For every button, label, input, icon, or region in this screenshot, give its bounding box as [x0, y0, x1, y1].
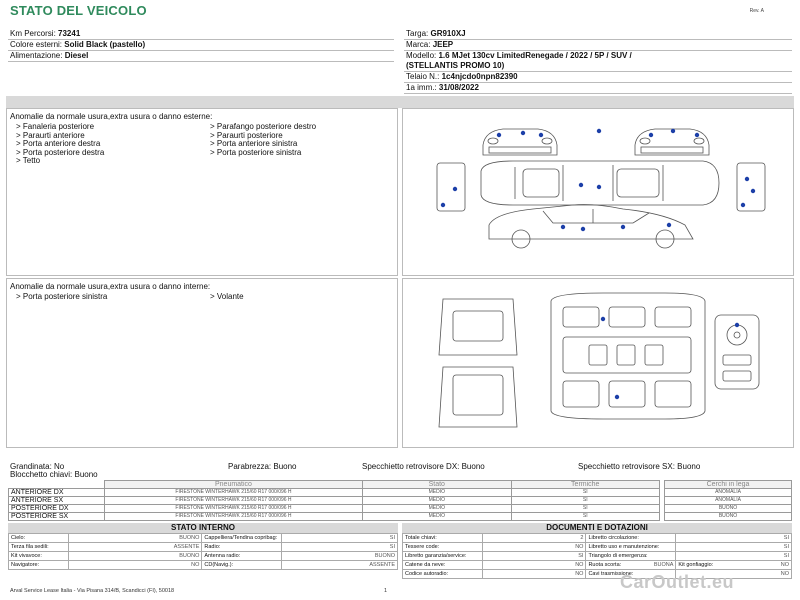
damage-marker [695, 133, 699, 137]
grid-label [676, 561, 792, 570]
tire-thermal: SI [511, 497, 660, 505]
grid-value: 2 [482, 534, 586, 543]
internal-damage-panel [6, 278, 398, 448]
steering-wheel-icon [727, 325, 747, 345]
damage-marker [453, 187, 457, 191]
tires-header-row [9, 481, 660, 489]
mirror-dx-status: Specchietto retrovisore DX: Buono [362, 462, 485, 471]
inflation-kit-label: Kit gonfiaggio: [678, 562, 714, 568]
damage-item: > Porta posteriore sinistra [210, 147, 302, 157]
grid-value: NO [482, 561, 586, 570]
car-front-view [483, 129, 557, 155]
damage-item: > Parafango posteriore destro [210, 122, 317, 131]
damage-marker [497, 133, 501, 137]
grid-label: Antenna radio: [202, 552, 282, 561]
damage-item: > Tetto [16, 156, 41, 165]
damage-marker [441, 203, 445, 207]
fuel-value: Diesel [64, 51, 89, 60]
grid-label: Libretto garanzia/service: [403, 552, 483, 561]
grid-label: Tessere code: [403, 543, 483, 552]
model-label: Modello: [406, 51, 437, 60]
rims-table [664, 480, 792, 521]
inflation-kit-value: NO [780, 562, 789, 568]
documents-title: DOCUMENTI E DOTAZIONI [402, 523, 792, 533]
color-label: Colore esterni: [10, 40, 63, 49]
tire-model: FIRESTONE WINTERHAWK 215/60 R17 000/096 H [104, 513, 362, 521]
table-row [665, 513, 792, 521]
grid-value: SI [282, 534, 398, 543]
model-value: 1.6 MJet 130cv LimitedRenegade / 2022 / 5P / SUV / [438, 51, 632, 60]
table-row [9, 505, 660, 513]
tire-thermal: SI [511, 505, 660, 513]
tire-position: ANTERIORE DX [9, 489, 105, 497]
damage-marker [745, 177, 749, 181]
page-number: 1 [384, 588, 388, 594]
grid-value: NO [482, 570, 586, 579]
divider [404, 39, 792, 40]
car-exterior-diagram [403, 109, 795, 277]
damage-item: > Porta anteriore sinistra [210, 139, 298, 148]
rims-header: Cerchi in lega [665, 481, 792, 489]
grid-value: NO [482, 543, 586, 552]
internal-damage-list-2 [210, 293, 244, 302]
grid-label: Libretto circolazione: [586, 534, 676, 543]
internal-damage-heading: Anomalie da normale usura,extra usura o danno interne: [10, 282, 211, 291]
rim-state: ANOMALIA [665, 497, 792, 505]
table-row [9, 497, 660, 505]
tire-state: MEDIO [363, 513, 511, 521]
grid-label: Triangolo di emergenza: [586, 552, 676, 561]
external-damage-list-2 [210, 123, 316, 157]
key-lock-status: Blocchetto chiavi: Buono [10, 470, 98, 479]
damage-marker [615, 395, 619, 399]
table-row [9, 513, 660, 521]
grid-label [586, 561, 676, 570]
color-value: Solid Black (pastello) [64, 40, 146, 49]
grid-label: Totale chiavi: [403, 534, 483, 543]
grid-value: SI [676, 552, 792, 561]
damage-item: > Porta posteriore sinistra [16, 292, 108, 301]
table-row [403, 561, 792, 570]
table-row [403, 534, 792, 543]
external-diagram-panel [402, 108, 794, 276]
table-row [9, 543, 398, 552]
external-damage-heading: Anomalie da normale usura,extra usura o danno esterne: [10, 112, 213, 121]
internal-diagram-panel [402, 278, 794, 448]
km-value: 73241 [58, 29, 81, 38]
table-row [403, 552, 792, 561]
grid-value: BUONO [68, 534, 202, 543]
damage-marker [561, 225, 565, 229]
grid-label: Catene da neve: [403, 561, 483, 570]
plate-line [406, 28, 466, 39]
damage-marker [751, 189, 755, 193]
footer-company: Arval Service Lease Italia - Via Pisana 314/B, Scandicci (FI), 50018 [10, 588, 175, 594]
section-band [6, 96, 794, 108]
tires-table [8, 480, 660, 521]
grid-value: ASSENTE [68, 543, 202, 552]
damage-marker [671, 129, 675, 133]
grid-label: Cavi trasmissione: [586, 570, 676, 579]
plate-value: GR910XJ [430, 29, 466, 38]
registration-label: 1a imm.: [406, 83, 437, 92]
table-row [665, 505, 792, 513]
km-label: Km Percorsi: [10, 29, 56, 38]
chassis-value: 1c4njcdo0npn82390 [441, 72, 518, 81]
km-line [10, 28, 80, 39]
table-row [403, 543, 792, 552]
internal-state-table [8, 533, 398, 570]
grid-value: BUONO [282, 552, 398, 561]
damage-item: > Porta anteriore destra [16, 139, 101, 148]
car-interior-diagram [403, 279, 795, 449]
grid-label: CD(Navig.): [202, 561, 282, 570]
hail-status: Grandinata: No [10, 462, 65, 471]
watermark-logo: CarOutlet.eu [620, 572, 735, 592]
make-line [406, 39, 453, 50]
tire-position: POSTERIORE SX [9, 513, 105, 521]
damage-marker [621, 225, 625, 229]
tire-model: FIRESTONE WINTERHAWK 215/60 R17 000/096 H [104, 505, 362, 513]
door-panel-view [439, 367, 517, 427]
tire-position: POSTERIORE DX [9, 505, 105, 513]
table-row [665, 497, 792, 505]
fuel-line [10, 50, 88, 61]
rim-state: ANOMALIA [665, 489, 792, 497]
spare-wheel-value: BUONA [653, 562, 674, 568]
damage-marker [597, 185, 601, 189]
tires-header-tire: Pneumatico [104, 481, 362, 489]
page-title: STATO DEL VEICOLO [10, 3, 147, 18]
grid-label: Libretto uso e manutenzione: [586, 543, 676, 552]
table-row [9, 561, 398, 570]
rim-state: BUONO [665, 505, 792, 513]
grid-label: Navigatore: [9, 561, 69, 570]
damage-item: > Porta posteriore destra [16, 147, 105, 157]
damage-marker [649, 133, 653, 137]
tire-thermal: SI [511, 513, 660, 521]
trunk-view [439, 299, 517, 355]
tire-model: FIRESTONE WINTERHAWK 215/60 R17 000/096 H [104, 497, 362, 505]
grid-label: Terza fila sedili: [9, 543, 69, 552]
grid-value: NO [676, 570, 792, 579]
grid-value: SI [282, 543, 398, 552]
grid-value: SI [676, 543, 792, 552]
make-label: Marca: [406, 40, 431, 49]
car-top-view [481, 161, 719, 205]
damage-marker [581, 227, 585, 231]
damage-item: > Volante [210, 292, 244, 301]
grid-value: ASSENTE [282, 561, 398, 570]
spare-wheel-label: Ruota scorta: [588, 562, 622, 568]
damage-marker [667, 223, 671, 227]
cabin-top-view [551, 293, 705, 419]
damage-marker [601, 317, 605, 321]
grid-label: Cielo: [9, 534, 69, 543]
tire-thermal: SI [511, 489, 660, 497]
table-row [9, 552, 398, 561]
grid-value: BUONO [68, 552, 202, 561]
damage-marker [597, 129, 601, 133]
tire-state: MEDIO [363, 505, 511, 513]
divider [404, 93, 792, 94]
damage-item: > Fanaleria posteriore [16, 122, 95, 131]
grid-value: SI [676, 534, 792, 543]
grid-value: SI [482, 552, 586, 561]
model-line-2 [406, 60, 504, 71]
external-damage-list-1 [16, 123, 104, 166]
windshield-status: Parabrezza: Buono [228, 462, 297, 471]
plate-label: Targa: [406, 29, 429, 38]
grid-label: Codice autoradio: [403, 570, 483, 579]
tire-model: FIRESTONE WINTERHAWK 215/60 R17 000/096 H [104, 489, 362, 497]
color-line [10, 39, 145, 50]
model-value-2: (STELLANTIS PROMO 10) [406, 61, 505, 70]
damage-item: > Paraurti posteriore [210, 130, 283, 140]
divider [8, 61, 394, 62]
internal-state-title: STATO INTERNO [8, 523, 398, 533]
damage-marker [521, 131, 525, 135]
grid-value: NO [68, 561, 202, 570]
tire-state: MEDIO [363, 497, 511, 505]
damage-marker [579, 183, 583, 187]
damage-item: > Paraurti anteriore [16, 130, 85, 140]
revision-label: Rev. A [749, 8, 764, 14]
damage-marker [539, 133, 543, 137]
tire-position: ANTERIORE SX [9, 497, 105, 505]
grid-label: Radio: [202, 543, 282, 552]
registration-line [406, 82, 479, 93]
rim-state: BUONO [665, 513, 792, 521]
grid-label: Cappelliera/Tendina copribag: [202, 534, 282, 543]
table-row [665, 489, 792, 497]
tire-state: MEDIO [363, 489, 511, 497]
internal-damage-list-1 [16, 293, 107, 302]
damage-marker [741, 203, 745, 207]
make-value: JEEP [432, 40, 454, 49]
grid-label: Kit vivavoce: [9, 552, 69, 561]
damage-marker [735, 323, 739, 327]
fuel-label: Alimentazione: [10, 51, 63, 60]
table-row [9, 534, 398, 543]
tires-header-state: Stato [363, 481, 511, 489]
tires-header-thermal: Termiche [511, 481, 660, 489]
chassis-line [406, 71, 518, 82]
registration-value: 31/08/2022 [438, 83, 479, 92]
mirror-sx-status: Specchietto retrovisore SX: Buono [578, 462, 701, 471]
car-side-view [489, 205, 693, 240]
chassis-label: Telaio N.: [406, 72, 440, 81]
table-row [9, 489, 660, 497]
